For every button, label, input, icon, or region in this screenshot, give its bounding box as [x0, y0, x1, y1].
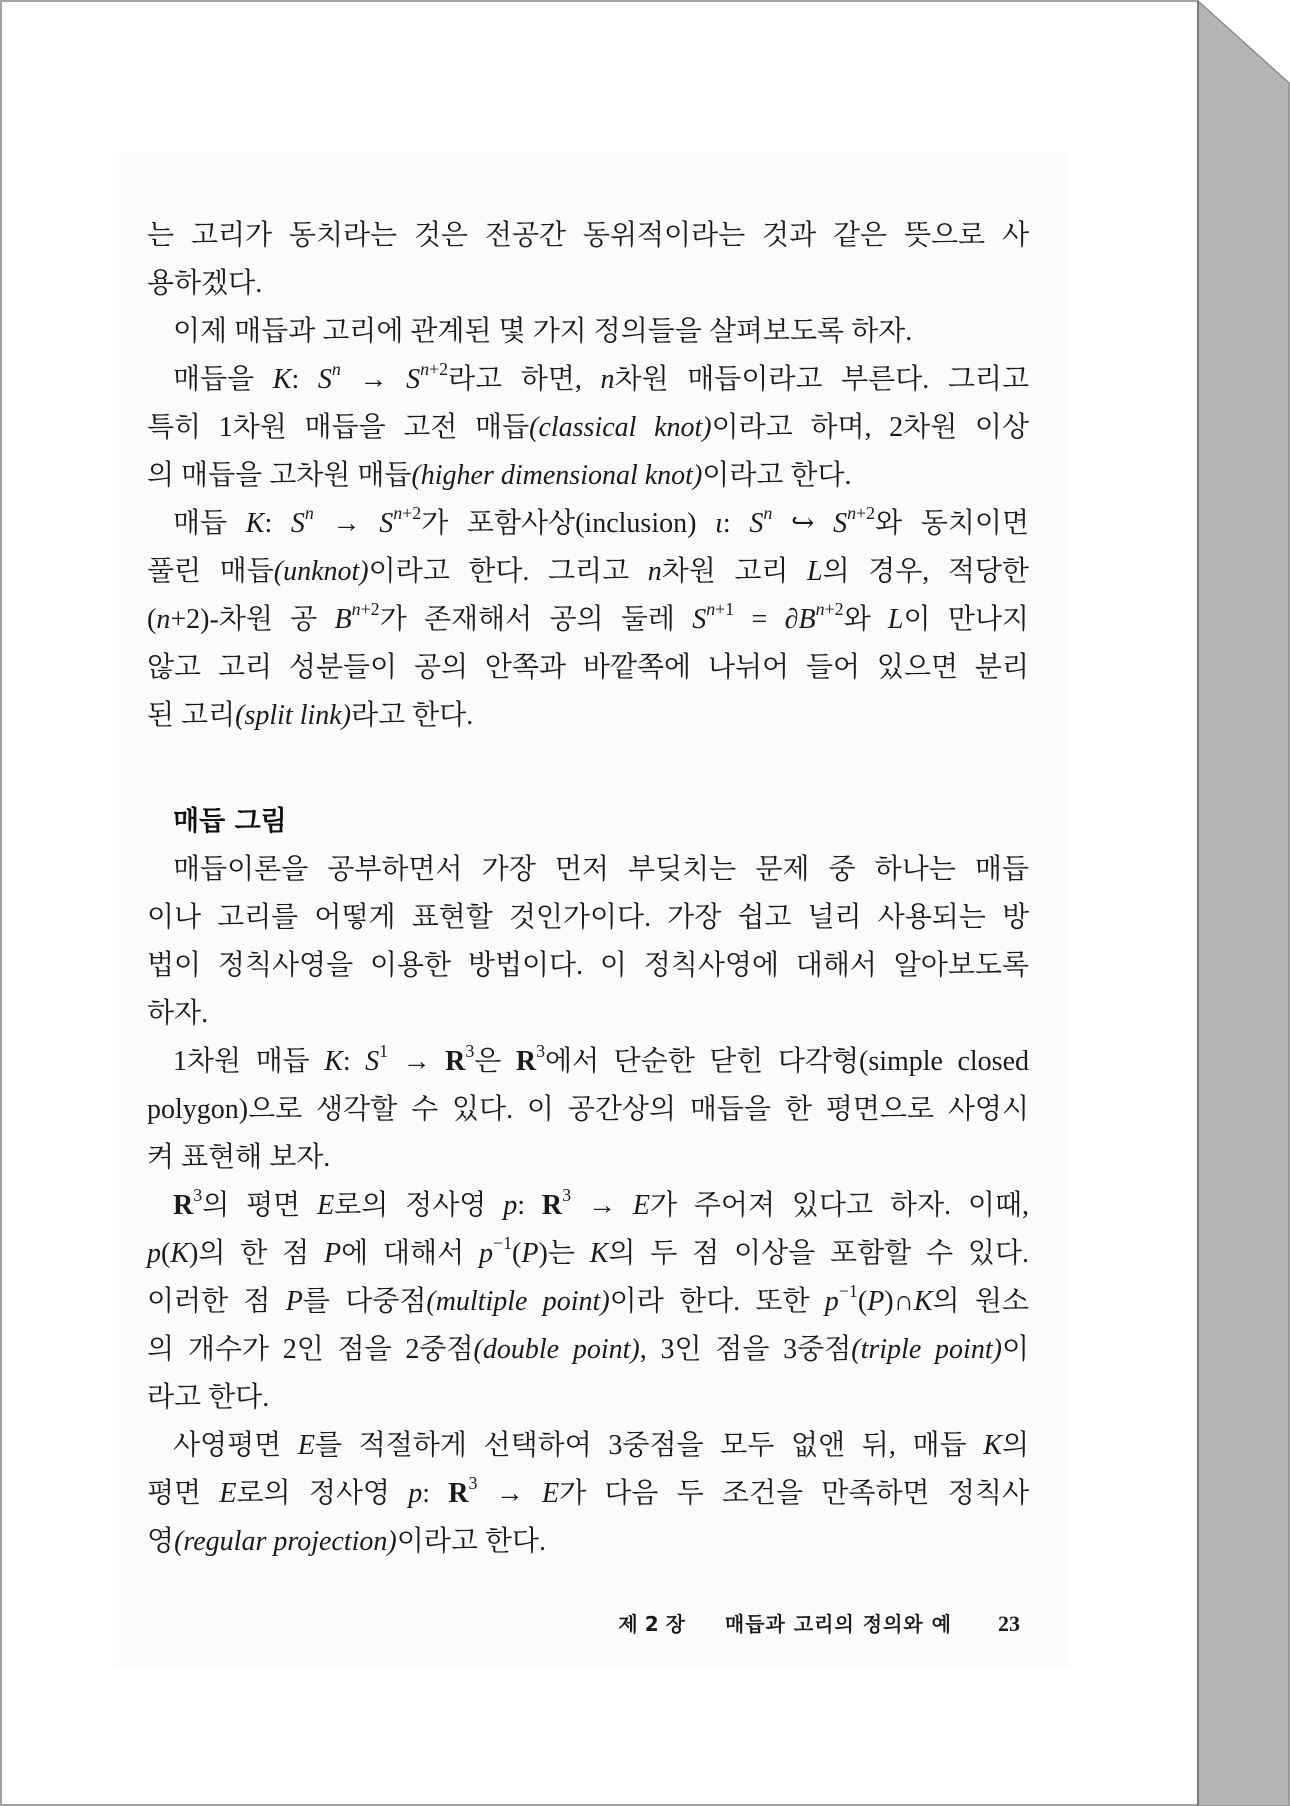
text-run: 은 — [474, 1046, 516, 1077]
superscript: +2 — [856, 503, 876, 524]
superscript: n — [393, 503, 403, 524]
superscript: +2 — [360, 599, 380, 620]
text-run: → — [571, 1190, 633, 1221]
text-run: 용하겠다. — [147, 268, 263, 299]
text-run: 차원 고리 — [661, 556, 807, 587]
text-run: 이 — [1001, 1334, 1029, 1365]
text-run: : — [291, 364, 318, 395]
italic-text: S — [379, 508, 394, 539]
superscript: n — [706, 599, 716, 620]
text-run: ↪ — [772, 508, 834, 539]
italic-text: S — [290, 508, 305, 539]
text-run: 이나 고리를 어떻게 표현할 것인가이다. 가장 쉽고 널리 사용되는 방 — [147, 902, 1029, 933]
text-run: ( — [147, 604, 157, 635]
superscript: n — [351, 599, 361, 620]
italic-text: K — [245, 508, 265, 539]
text-run: 이 만나지 — [903, 604, 1029, 635]
superscript: 3 — [468, 1473, 478, 1494]
text-run: → — [388, 1046, 446, 1077]
text-line — [147, 1326, 1029, 1374]
superscript: n — [304, 503, 314, 524]
text-run: 와 — [843, 604, 888, 635]
text-run: : — [517, 1190, 542, 1221]
superscript: n — [763, 503, 773, 524]
text-run: 에 대해서 — [341, 1238, 479, 1269]
text-line — [147, 692, 1029, 740]
italic-text: K — [983, 1430, 1002, 1461]
text-run: 가 다음 두 조건을 만족하면 정칙사 — [559, 1478, 1029, 1509]
text-run: 의 — [1001, 1430, 1029, 1461]
text-run: 의 원소 — [932, 1286, 1029, 1317]
italic-text: E — [219, 1478, 237, 1509]
italic-text: p — [147, 1238, 161, 1269]
text-run: 의 개수가 2인 점을 2중점 — [147, 1334, 474, 1365]
paragraph-continued — [147, 212, 1029, 308]
text-run: polygon)으로 생각할 수 있다. 이 공간상의 매듭을 한 평면으로 사영시 — [147, 1094, 1029, 1125]
text-line — [147, 452, 1029, 500]
paragraph — [147, 1182, 1029, 1422]
italic-text: S — [833, 508, 848, 539]
text-line — [147, 548, 1029, 596]
superscript: 3 — [465, 1041, 475, 1062]
italic-text: E — [632, 1190, 650, 1221]
superscript: n — [815, 599, 825, 620]
italic-text: P — [324, 1238, 342, 1269]
text-run: 매듭을 — [173, 364, 273, 395]
text-line — [147, 1038, 1029, 1086]
book-edge-side — [1198, 1, 1289, 1806]
italic-text: (multiple point) — [426, 1286, 610, 1317]
text-line — [147, 1518, 1029, 1566]
text-run: 의 경우, 적당한 — [822, 556, 1029, 587]
footer-chapter-title: 매듭과 고리의 정의와 예 — [724, 1612, 952, 1636]
text-line — [147, 1086, 1029, 1134]
text-line — [147, 1182, 1029, 1230]
italic-text: P — [867, 1286, 885, 1317]
text-run: : — [422, 1478, 449, 1509]
text-run: = ∂ — [734, 604, 799, 635]
italic-text: p — [503, 1190, 518, 1221]
italic-text: S — [749, 508, 764, 539]
italic-text: (classical knot) — [529, 412, 712, 443]
text-run: 를 적절하게 선택하여 3중점을 모두 없앤 뒤, 매듭 — [314, 1430, 984, 1461]
italic-text: (unknot) — [273, 556, 369, 587]
text-line — [147, 1470, 1029, 1518]
paragraph — [147, 308, 1029, 356]
text-run: 1차원 매듭 — [173, 1046, 325, 1077]
italic-text: S — [317, 364, 332, 395]
text-run: 로의 정사영 — [334, 1190, 504, 1221]
text-line — [147, 596, 1029, 644]
text-run: 와 동치이면 — [875, 508, 1029, 539]
text-run: 이라 한다. 또한 — [609, 1286, 825, 1317]
italic-text: n — [647, 556, 662, 587]
italic-text: (triple point) — [851, 1334, 1002, 1365]
text-run: ( — [857, 1286, 868, 1317]
italic-text: S — [692, 604, 707, 635]
superscript: n — [331, 359, 341, 380]
text-line — [147, 894, 1029, 942]
text-run: 라고 하면, — [448, 364, 601, 395]
italic-text: p — [824, 1286, 839, 1317]
text-run: 로의 정사영 — [236, 1478, 409, 1509]
text-run: 매듭 — [173, 508, 246, 539]
text-line — [147, 356, 1029, 404]
text-run: )는 — [538, 1238, 590, 1269]
running-footer — [618, 1608, 1020, 1640]
text-run: 이라고 한다. 그리고 — [368, 556, 648, 587]
text-line — [147, 644, 1029, 692]
italic-text: (double point) — [473, 1334, 640, 1365]
text-run: ( — [161, 1238, 171, 1269]
superscript: +1 — [715, 599, 735, 620]
paragraph — [147, 1038, 1029, 1182]
text-run: 않고 고리 성분들이 공의 안쪽과 바깥쪽에 나뉘어 들어 있으면 분리 — [147, 652, 1029, 683]
text-run: 영 — [147, 1526, 175, 1557]
italic-text: K — [913, 1286, 933, 1317]
superscript: +2 — [402, 503, 422, 524]
italic-text: P — [521, 1238, 539, 1269]
italic-text: (regular projection) — [174, 1526, 397, 1557]
italic-text: p — [478, 1238, 493, 1269]
bold-text: R — [173, 1190, 194, 1221]
italic-text: L — [807, 556, 823, 587]
italic-text: P — [285, 1286, 303, 1317]
superscript: n — [420, 359, 430, 380]
italic-text: B — [798, 604, 816, 635]
text-run: : — [342, 1046, 366, 1077]
text-line — [147, 1230, 1029, 1278]
text-run: )의 한 점 — [189, 1238, 324, 1269]
text-line — [147, 308, 1029, 356]
superscript: −1 — [838, 1281, 858, 1302]
text-run: ( — [512, 1238, 522, 1269]
text-line — [147, 260, 1029, 308]
italic-text: L — [887, 604, 904, 635]
text-line — [147, 846, 1029, 894]
bold-text: R — [541, 1190, 563, 1221]
text-line — [147, 942, 1029, 990]
text-run: 이라고 한다. — [396, 1526, 546, 1557]
text-run: 의 평면 — [202, 1190, 318, 1221]
bold-text: R — [445, 1046, 466, 1077]
text-run: 가 존재해서 공의 둘레 — [379, 604, 693, 635]
italic-text: K — [589, 1238, 609, 1269]
bold-text: R — [448, 1478, 469, 1509]
text-run: 의 두 점 이상을 포함할 수 있다. — [608, 1238, 1029, 1269]
italic-text: S — [365, 1046, 380, 1077]
text-run: 라고 한다. — [147, 1382, 270, 1413]
text-run: +2)-차원 공 — [170, 604, 335, 635]
italic-text: ι — [715, 508, 723, 539]
italic-text: p — [408, 1478, 423, 1509]
footer-chapter: 제 2 장 — [618, 1612, 685, 1636]
text-run: 에서 단순한 닫힌 다각형(simple closed — [545, 1046, 1030, 1077]
text-run: 이라고 하며, 2차원 이상 — [711, 412, 1030, 443]
text-block — [147, 212, 1029, 1566]
italic-text: S — [406, 364, 421, 395]
italic-text: K — [324, 1046, 343, 1077]
text-line — [147, 1422, 1029, 1470]
paragraph — [147, 1422, 1029, 1566]
text-run: 평면 — [147, 1478, 220, 1509]
paragraph — [147, 356, 1029, 500]
text-run: )∩ — [884, 1286, 914, 1317]
paragraph — [147, 500, 1029, 740]
text-run: 매듭이론을 공부하면서 가장 먼저 부딪치는 문제 중 하나는 매듭 — [173, 854, 1029, 885]
superscript: 1 — [379, 1041, 389, 1062]
italic-text: (split link) — [235, 700, 352, 731]
italic-text: K — [170, 1238, 190, 1269]
text-run: 를 다중점 — [302, 1286, 427, 1317]
text-run: 특히 1차원 매듭을 고전 매듭 — [147, 412, 530, 443]
text-run: : — [722, 508, 750, 539]
text-run: , 3인 점을 3중점 — [639, 1334, 852, 1365]
text-run: 사영평면 — [173, 1430, 298, 1461]
text-run: 차원 매듭이라고 부른다. 그리고 — [614, 364, 1029, 395]
text-run: 는 고리가 동치라는 것은 전공간 동위적이라는 것과 같은 뜻으로 사 — [147, 220, 1029, 251]
italic-text: E — [541, 1478, 560, 1509]
superscript: −1 — [492, 1233, 513, 1254]
italic-text: n — [156, 604, 171, 635]
text-run: 가 포함사상(inclusion) — [421, 508, 716, 539]
text-line — [147, 404, 1029, 452]
text-line — [147, 500, 1029, 548]
text-run: 하자. — [147, 998, 209, 1029]
superscript: 3 — [562, 1185, 572, 1206]
italic-text: E — [297, 1430, 315, 1461]
text-run: → — [477, 1478, 542, 1509]
bold-text: R — [515, 1046, 537, 1077]
text-run: 이라고 한다. — [702, 460, 852, 491]
text-line — [147, 1134, 1029, 1182]
italic-text: K — [272, 364, 292, 395]
text-line — [147, 1278, 1029, 1326]
text-line — [147, 212, 1029, 260]
text-line — [147, 990, 1029, 1038]
text-run: 이러한 점 — [147, 1286, 286, 1317]
superscript: 3 — [536, 1041, 546, 1062]
paragraph — [147, 846, 1029, 1038]
superscript: n — [847, 503, 857, 524]
superscript: 3 — [193, 1185, 203, 1206]
superscript: +2 — [824, 599, 844, 620]
text-run: 된 고리 — [147, 700, 236, 731]
text-run: 라고 한다. — [351, 700, 474, 731]
italic-text: (higher dimensional knot) — [411, 460, 703, 491]
italic-text: n — [600, 364, 615, 395]
text-run: 법이 정칙사영을 이용한 방법이다. 이 정칙사영에 대해서 알아보도록 — [147, 950, 1029, 981]
text-line — [147, 1374, 1029, 1422]
text-run: → — [340, 364, 407, 395]
italic-text: B — [334, 604, 352, 635]
text-run: 의 매듭을 고차원 매듭 — [147, 460, 412, 491]
text-run: 풀린 매듭 — [147, 556, 274, 587]
text-run: 가 주어져 있다고 하자. 이때, — [649, 1190, 1030, 1221]
page-number: 23 — [998, 1611, 1020, 1636]
text-run: : — [264, 508, 291, 539]
text-run: 이제 매듭과 고리에 관계된 몇 가지 정의들을 살펴보도록 하자. — [173, 316, 913, 347]
text-run: → — [313, 508, 380, 539]
text-run: 켜 표현해 보자. — [147, 1142, 331, 1173]
section-heading: 매듭 그림 — [173, 806, 287, 837]
italic-text: E — [317, 1190, 335, 1221]
superscript: +2 — [429, 359, 449, 380]
